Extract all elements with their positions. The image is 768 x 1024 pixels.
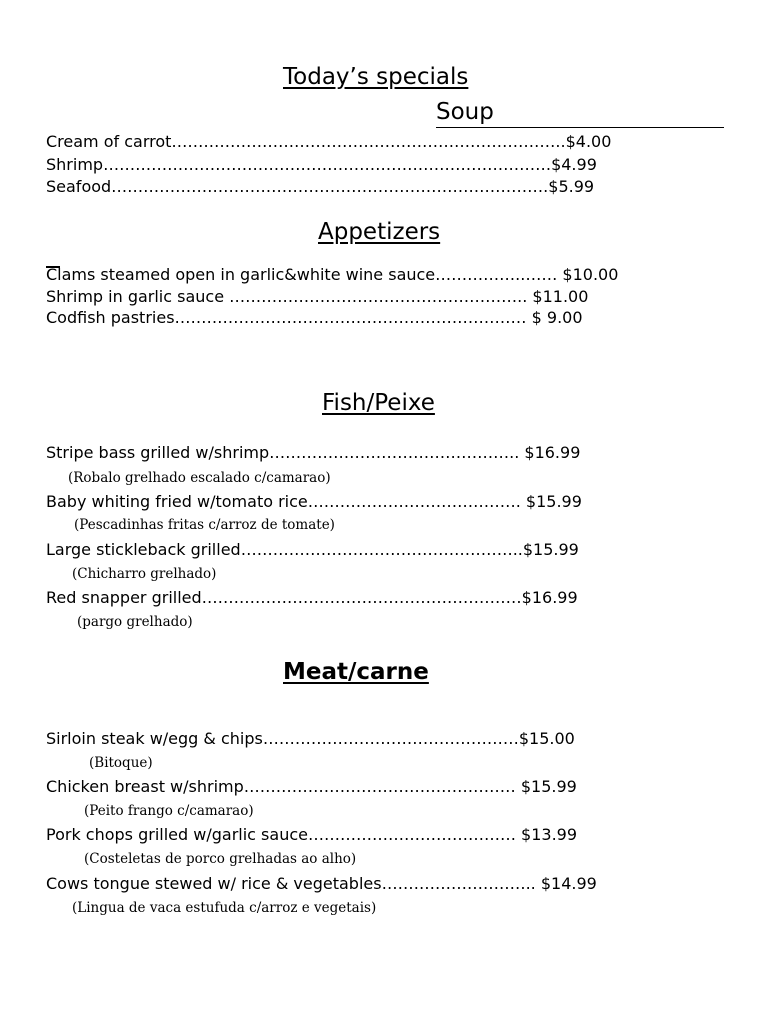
fish-item: Stripe bass grilled w/shrimp……………………………………….. $16.99 xyxy=(46,443,581,462)
fish-item: Large stickleback grilled……………………………………………..$15.99 xyxy=(46,540,579,559)
soup-item: Shrimp…………………………………………………………………………$4.99 xyxy=(46,155,597,174)
appetizer-item: Clams steamed open in garlic&white wine sauce……………..…… $10.00 xyxy=(46,265,619,284)
meat-item-subtitle: (Lingua de vaca estufuda c/arroz e vegetais) xyxy=(72,900,377,916)
meat-heading: Meat/carne xyxy=(283,659,429,685)
meat-item-subtitle: (Peito frango c/camarao) xyxy=(84,803,254,819)
appetizers-heading: Appetizers xyxy=(318,219,441,245)
meat-item: Chicken breast w/shrimp…………………………………………… $15.99 xyxy=(46,777,577,796)
meat-item: Cows tongue stewed w/ rice & vegetables……………………….. $14.99 xyxy=(46,874,597,893)
appetizer-item: Codfish pastries………………………………………………………… $ 9.00 xyxy=(46,308,583,327)
soup-heading-wrap xyxy=(436,99,724,128)
soup-heading: Soup xyxy=(436,99,494,125)
meat-item: Pork chops grilled w/garlic sauce………………………………… $13.99 xyxy=(46,825,578,844)
fish-heading: Fish/Peixe xyxy=(322,390,435,416)
meat-item: Sirloin steak w/egg & chips…………………………………………$15.00 xyxy=(46,729,575,748)
fish-item-subtitle: (pargo grelhado) xyxy=(77,614,193,630)
fish-item: Baby whiting fried w/tomato rice…………………………………. $15.99 xyxy=(46,492,582,511)
page-title: Today’s specials xyxy=(283,64,469,90)
soup-item: Seafood……………………………………………………………………….$5.99 xyxy=(46,177,595,196)
fish-item-subtitle: (Robalo grelhado escalado c/camarao) xyxy=(68,470,331,486)
soup-item: Cream of carrot………………………………………………………………..$4.00 xyxy=(46,132,612,151)
meat-item-subtitle: (Bitoque) xyxy=(89,755,153,771)
fish-item-subtitle: (Pescadinhas fritas c/arroz de tomate) xyxy=(74,517,335,533)
fish-item: Red snapper grilled……………………………………………………$16.99 xyxy=(46,588,578,607)
meat-item-subtitle: (Costeletas de porco grelhadas ao alho) xyxy=(84,851,357,867)
appetizer-item: Shrimp in garlic sauce ……………………………………………….. $11.00 xyxy=(46,287,589,306)
fish-item-subtitle: (Chicharro grelhado) xyxy=(72,566,217,582)
